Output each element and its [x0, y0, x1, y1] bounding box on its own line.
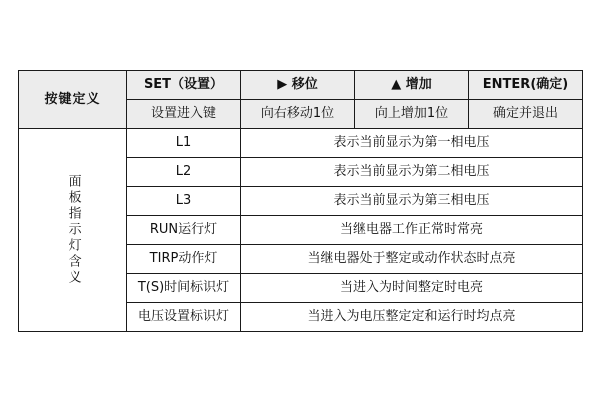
header-col-increase: ▲ 增加 [355, 71, 469, 100]
item-label: L1 [127, 129, 241, 158]
header-sub-increase: 向上增加1位 [355, 100, 469, 129]
section-label-panel-indicators [19, 129, 127, 332]
section-label-text: 面板指示灯含义 [65, 174, 81, 286]
item-description: 表示当前显示为第二相电压 [241, 158, 583, 187]
item-label: RUN运行灯 [127, 216, 241, 245]
header-row-label: 按键定义 [19, 71, 127, 129]
header-sub-enter: 确定并退出 [469, 100, 583, 129]
header-sub-shift: 向右移动1位 [241, 100, 355, 129]
item-label: T(S)时间标识灯 [127, 274, 241, 303]
item-description: 当继电器处于整定或动作状态时点亮 [241, 245, 583, 274]
header-col-shift: ▶ 移位 [241, 71, 355, 100]
table-row [19, 129, 583, 158]
header-col-enter: ENTER(确定) [469, 71, 583, 100]
item-description: 当进入为电压整定定和运行时均点亮 [241, 303, 583, 332]
header-col-set: SET（设置） [127, 71, 241, 100]
item-description: 当继电器工作正常时常亮 [241, 216, 583, 245]
key-definition-table [18, 70, 583, 332]
item-label: L2 [127, 158, 241, 187]
item-label: 电压设置标识灯 [127, 303, 241, 332]
item-description: 表示当前显示为第三相电压 [241, 187, 583, 216]
item-description: 表示当前显示为第一相电压 [241, 129, 583, 158]
item-label: TIRP动作灯 [127, 245, 241, 274]
table-header-row-titles [19, 71, 583, 100]
item-description: 当进入为时间整定时电亮 [241, 274, 583, 303]
item-label: L3 [127, 187, 241, 216]
header-sub-set: 设置进入键 [127, 100, 241, 129]
